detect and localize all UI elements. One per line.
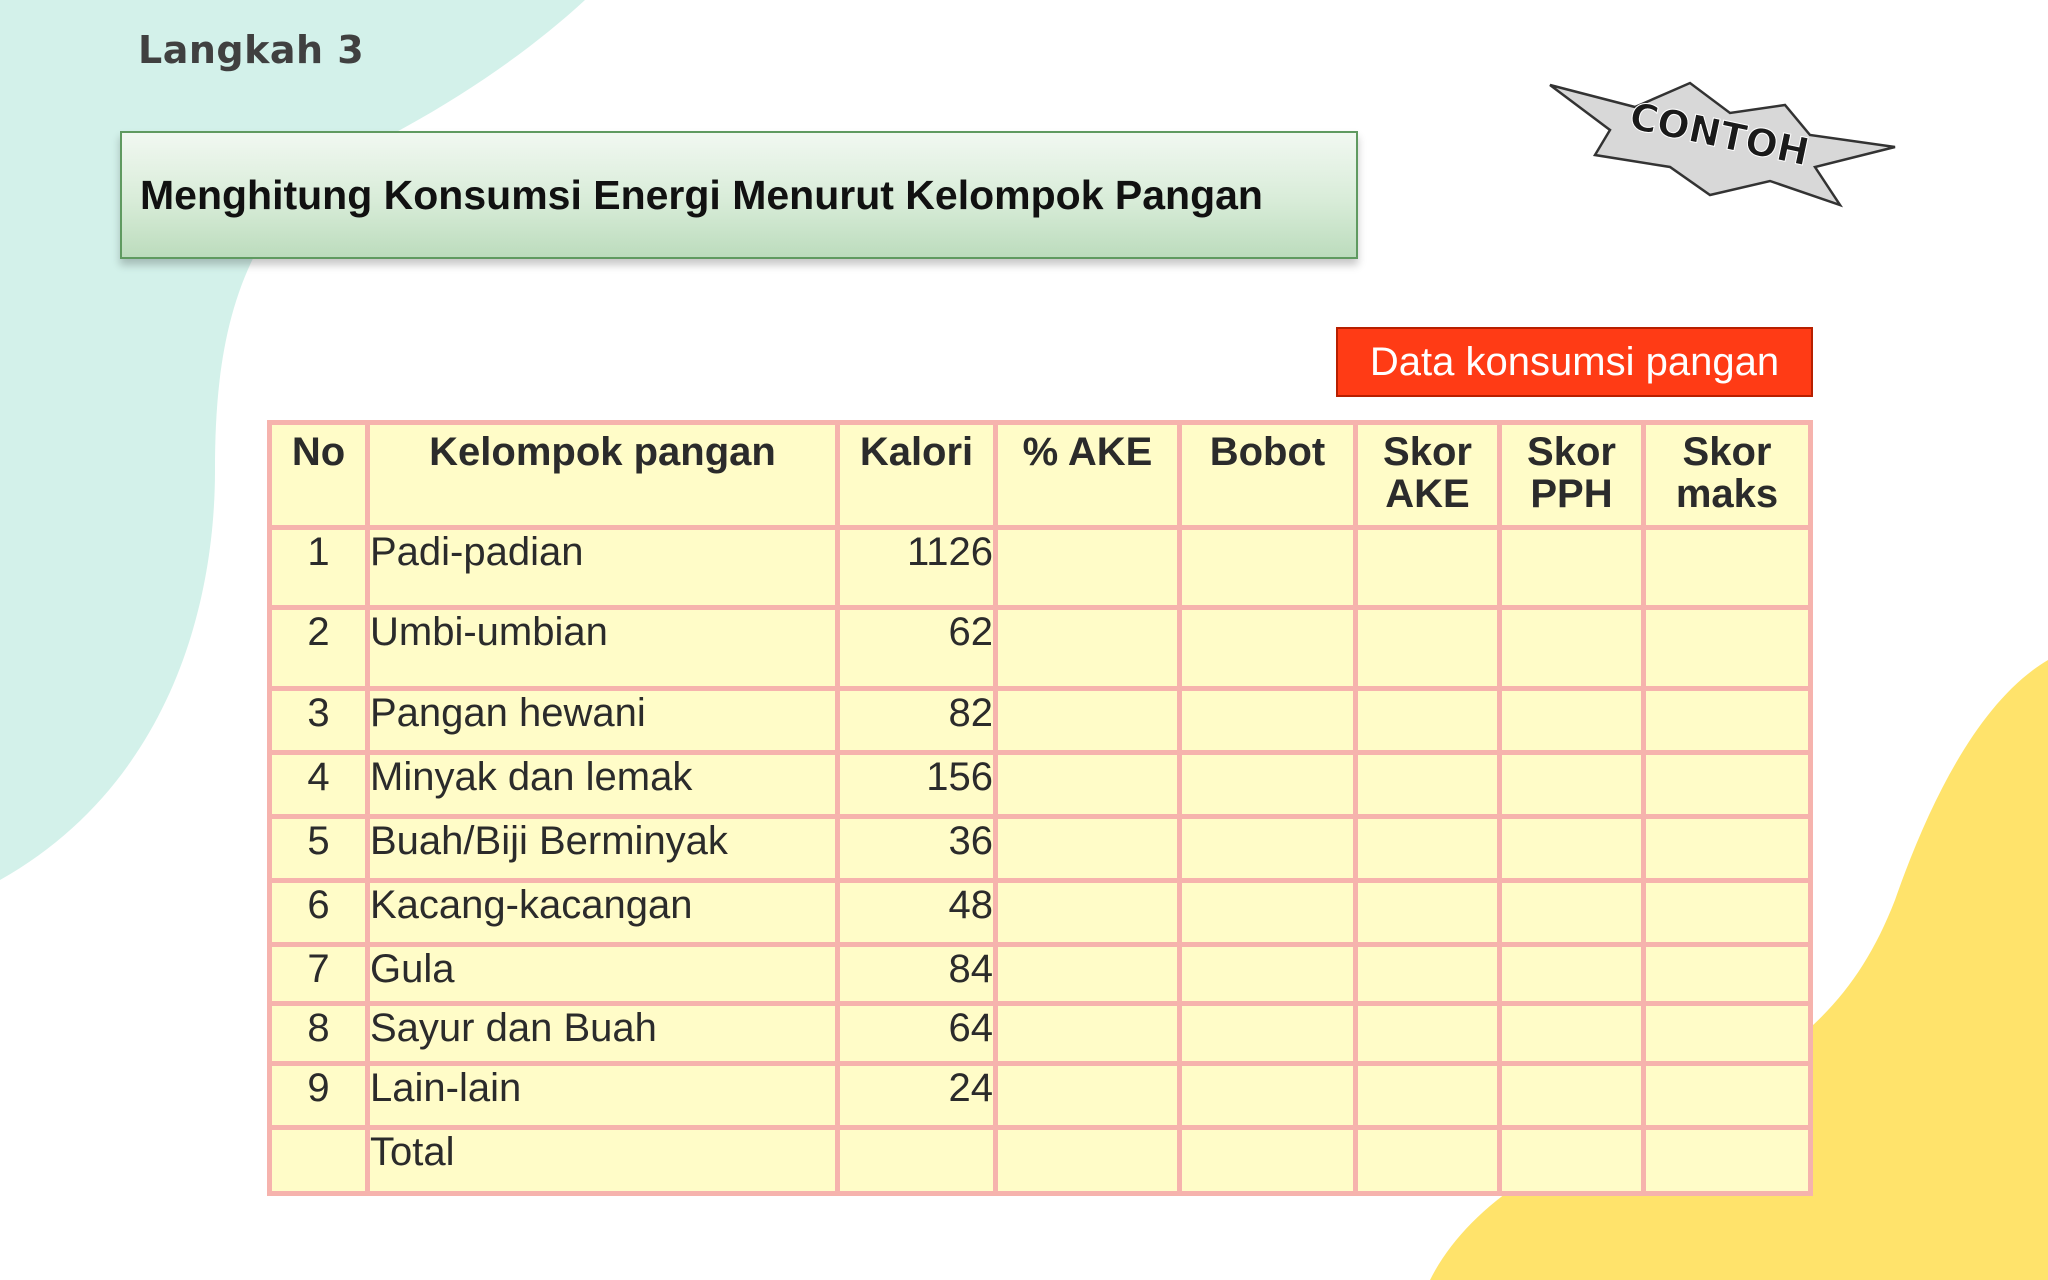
empty-cell — [1180, 816, 1356, 880]
empty-cell — [1356, 1004, 1500, 1064]
empty-cell — [996, 1127, 1180, 1193]
row-no: 3 — [270, 689, 368, 753]
row-no: 1 — [270, 527, 368, 608]
row-kalori: 48 — [838, 880, 996, 944]
row-kalori: 62 — [838, 608, 996, 689]
empty-cell — [1356, 608, 1500, 689]
row-no: 2 — [270, 608, 368, 689]
empty-cell — [1500, 527, 1644, 608]
row-name: Buah/Biji Berminyak — [368, 816, 838, 880]
empty-cell — [996, 527, 1180, 608]
total-row — [270, 1127, 1811, 1193]
consumption-table — [267, 420, 1813, 1196]
empty-cell — [1500, 1127, 1644, 1193]
empty-cell — [1356, 527, 1500, 608]
row-no: 4 — [270, 752, 368, 816]
row-no: 9 — [270, 1064, 368, 1128]
empty-cell — [1644, 1004, 1811, 1064]
empty-cell — [1356, 816, 1500, 880]
empty-cell — [996, 1064, 1180, 1128]
empty-cell — [1356, 880, 1500, 944]
row-name: Lain-lain — [368, 1064, 838, 1128]
table-row — [270, 816, 1811, 880]
row-kalori: 84 — [838, 944, 996, 1004]
table-row — [270, 1064, 1811, 1128]
row-name: Umbi-umbian — [368, 608, 838, 689]
empty-cell — [1500, 752, 1644, 816]
header-kalori: Kalori — [838, 423, 996, 528]
row-kalori: 24 — [838, 1064, 996, 1128]
total-label: Total — [368, 1127, 838, 1193]
header-row — [270, 423, 1811, 528]
row-kalori: 64 — [838, 1004, 996, 1064]
empty-cell — [838, 1127, 996, 1193]
title-box — [120, 131, 1358, 259]
empty-cell — [996, 880, 1180, 944]
row-kalori: 1126 — [838, 527, 996, 608]
empty-cell — [1180, 689, 1356, 753]
table-row — [270, 880, 1811, 944]
row-name: Sayur dan Buah — [368, 1004, 838, 1064]
empty-cell — [996, 608, 1180, 689]
header-no: No — [270, 423, 368, 528]
page-title: Menghitung Konsumsi Energi Menurut Kelompok Pangan — [140, 171, 1263, 218]
row-name: Kacang-kacangan — [368, 880, 838, 944]
table-row — [270, 689, 1811, 753]
empty-cell — [1180, 1064, 1356, 1128]
empty-cell — [1500, 944, 1644, 1004]
empty-cell — [1356, 1064, 1500, 1128]
empty-cell — [1644, 1127, 1811, 1193]
header-skor-ake — [1356, 423, 1500, 528]
empty-cell — [1180, 1127, 1356, 1193]
table-row — [270, 1004, 1811, 1064]
row-name: Gula — [368, 944, 838, 1004]
empty-cell — [1500, 880, 1644, 944]
header-skor-ake-line2: AKE — [1385, 472, 1470, 516]
empty-cell — [1644, 880, 1811, 944]
row-kalori: 156 — [838, 752, 996, 816]
empty-cell — [996, 752, 1180, 816]
table-row — [270, 944, 1811, 1004]
stamp-text: CONTOH — [1625, 93, 1814, 175]
empty-cell — [1500, 1004, 1644, 1064]
empty-cell — [1644, 816, 1811, 880]
row-name: Pangan hewani — [368, 689, 838, 753]
empty-cell — [1356, 944, 1500, 1004]
empty-cell — [270, 1127, 368, 1193]
header-skor-maks — [1644, 423, 1811, 528]
empty-cell — [1356, 689, 1500, 753]
empty-cell — [1644, 1064, 1811, 1128]
empty-cell — [1180, 944, 1356, 1004]
row-no: 5 — [270, 816, 368, 880]
header-skor-pph — [1500, 423, 1644, 528]
empty-cell — [1644, 752, 1811, 816]
empty-cell — [996, 816, 1180, 880]
empty-cell — [1500, 816, 1644, 880]
empty-cell — [1500, 1064, 1644, 1128]
row-kalori: 36 — [838, 816, 996, 880]
empty-cell — [1644, 608, 1811, 689]
row-no: 8 — [270, 1004, 368, 1064]
row-name: Padi-padian — [368, 527, 838, 608]
empty-cell — [1180, 1004, 1356, 1064]
empty-cell — [996, 944, 1180, 1004]
data-tag: Data konsumsi pangan — [1336, 327, 1813, 397]
empty-cell — [1356, 752, 1500, 816]
step-label: Langkah 3 — [138, 28, 365, 72]
empty-cell — [1644, 689, 1811, 753]
empty-cell — [996, 1004, 1180, 1064]
header-ake: % AKE — [996, 423, 1180, 528]
table-row — [270, 527, 1811, 608]
table-row — [270, 752, 1811, 816]
contoh-stamp — [1540, 55, 1900, 215]
row-name: Minyak dan lemak — [368, 752, 838, 816]
empty-cell — [1500, 689, 1644, 753]
header-skor-ake-line1: Skor — [1383, 430, 1472, 474]
empty-cell — [1356, 1127, 1500, 1193]
empty-cell — [1180, 880, 1356, 944]
header-skor-pph-line2: PPH — [1530, 472, 1613, 516]
empty-cell — [1500, 608, 1644, 689]
row-kalori: 82 — [838, 689, 996, 753]
empty-cell — [1180, 752, 1356, 816]
empty-cell — [1644, 527, 1811, 608]
header-skor-pph-line1: Skor — [1527, 430, 1616, 474]
header-skor-maks-line2: maks — [1675, 472, 1779, 516]
table-row — [270, 608, 1811, 689]
header-skor-maks-line1: Skor — [1682, 430, 1772, 474]
header-bobot: Bobot — [1180, 423, 1356, 528]
empty-cell — [996, 689, 1180, 753]
empty-cell — [1644, 944, 1811, 1004]
empty-cell — [1180, 527, 1356, 608]
row-no: 6 — [270, 880, 368, 944]
empty-cell — [1180, 608, 1356, 689]
header-kelompok: Kelompok pangan — [368, 423, 838, 528]
row-no: 7 — [270, 944, 368, 1004]
